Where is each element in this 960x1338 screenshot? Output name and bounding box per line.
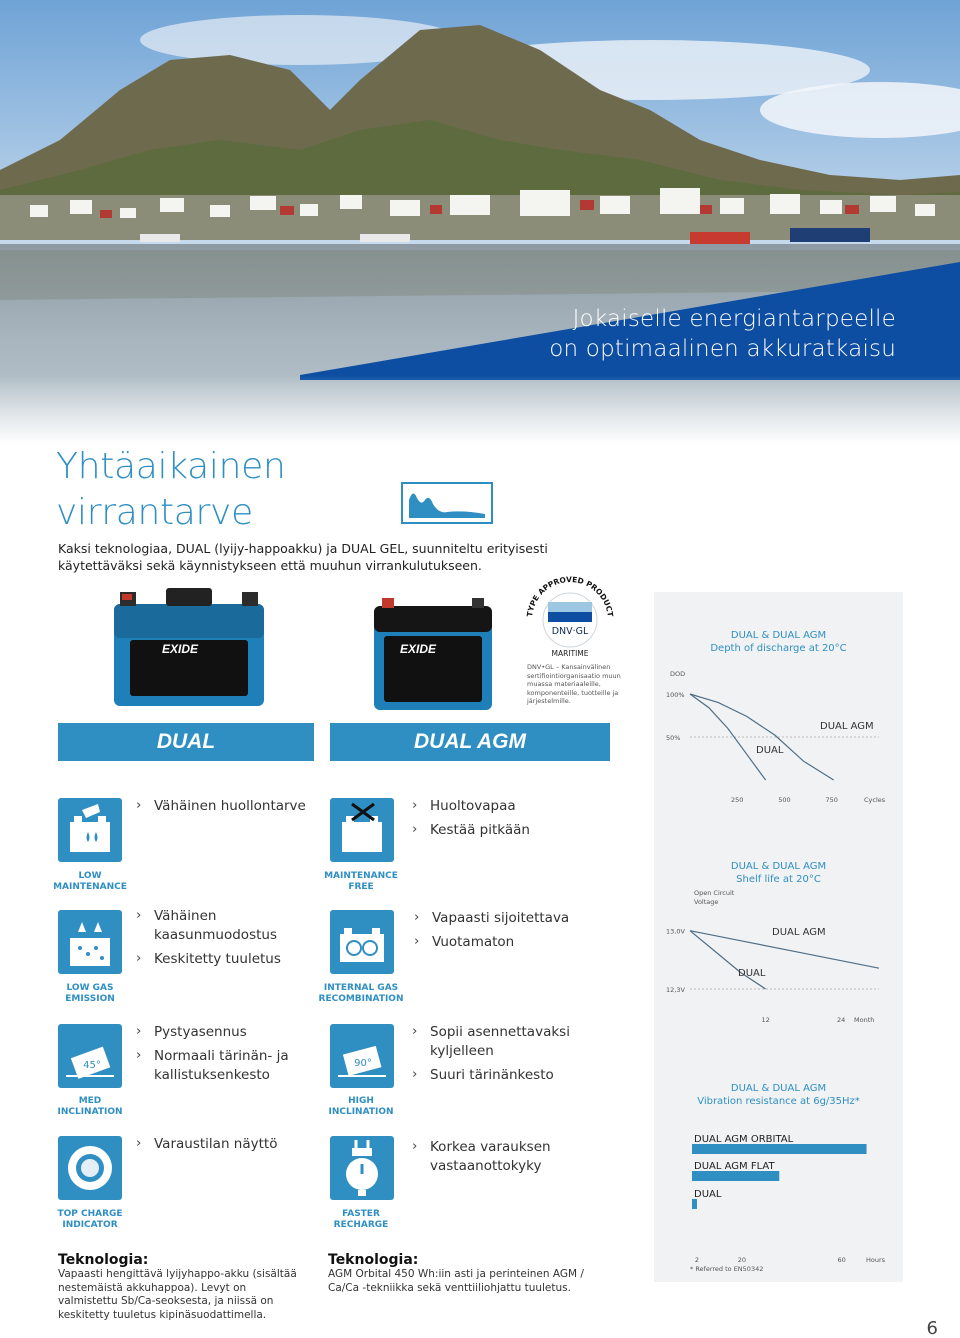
chart2-series-line bbox=[690, 931, 766, 989]
hero-photo bbox=[0, 0, 960, 445]
chart2-series-label: DUAL bbox=[738, 968, 766, 979]
caption-line: RECOMBINATION bbox=[318, 994, 404, 1004]
bullet-item: › Keskitetty tuuletus bbox=[136, 950, 306, 969]
section-title-line-1: Yhtäaikainen bbox=[56, 446, 286, 487]
harbour-landscape-image bbox=[0, 0, 960, 445]
caption-line: MAINTENANCE bbox=[53, 882, 127, 892]
dual-battery-image bbox=[110, 586, 268, 710]
caption-line: MAINTENANCE bbox=[324, 871, 398, 881]
caption-line: FREE bbox=[348, 882, 374, 892]
chart2-subtitle: Shelf life at 20°C bbox=[736, 874, 821, 885]
section-title-line-2: virrantarve bbox=[56, 492, 253, 533]
caption-line: LOW bbox=[78, 871, 102, 881]
hero-title bbox=[549, 304, 896, 364]
section-title bbox=[56, 444, 286, 536]
feature-caption-faster-recharge bbox=[311, 1209, 411, 1231]
tech-body: AGM Orbital 450 Wh:iin asti ja perinteinen AGM / Ca/Ca -tekniikka sekä venttiiliohjattu tuuletus. bbox=[328, 1268, 584, 1294]
chart3-title bbox=[654, 1082, 903, 1108]
agm-technology-block bbox=[328, 1252, 608, 1295]
feature-caption-med-inclination bbox=[40, 1096, 140, 1118]
chart3-xtick: 2 bbox=[694, 1256, 700, 1264]
chart2-xlabel: Month bbox=[854, 1016, 875, 1024]
hero-title-line-2: on optimaalinen akkuratkaisu bbox=[549, 336, 896, 362]
crossed-drop-battery-icon bbox=[330, 798, 394, 862]
feature-caption-top-charge bbox=[40, 1209, 140, 1231]
caption-line: INTERNAL GAS bbox=[323, 983, 399, 993]
bullet-item: › Vähäinen kaasunmuodostus bbox=[136, 907, 306, 945]
bullet-item: › Vuotamaton bbox=[414, 933, 614, 952]
badge-brand: DNV·GL bbox=[551, 626, 589, 637]
chart2-plot bbox=[654, 904, 903, 1034]
chart1-xtick: 500 bbox=[778, 796, 791, 804]
feature-bullets-low-gas-emission bbox=[136, 907, 306, 974]
gas-recombination-battery-icon bbox=[330, 910, 394, 974]
water-drop-battery-icon bbox=[58, 798, 122, 862]
feature-caption-maintenance-free bbox=[311, 871, 411, 893]
dual-technology-block bbox=[58, 1252, 303, 1322]
stopwatch-plug-icon bbox=[330, 1136, 394, 1200]
intro-text: Kaksi teknologiaa, DUAL (lyijy-happoakku) ja DUAL GEL, suunniteltu erityisesti käytettäväksi sekä käynnistykseen että muuhun virrankulutukseen. bbox=[58, 541, 548, 573]
bullet-item: › Varaustilan näyttö bbox=[136, 1135, 306, 1154]
feature-bullets-faster-recharge bbox=[412, 1138, 572, 1181]
chart2-series-label: DUAL AGM bbox=[772, 927, 826, 938]
caption-line: EMISSION bbox=[65, 994, 115, 1004]
chart3-category-label: DUAL bbox=[694, 1189, 722, 1200]
bullet-item: › Huoltovapaa bbox=[412, 797, 612, 816]
bullet-item: › Pystyasennus bbox=[136, 1023, 306, 1042]
caption-line: INCLINATION bbox=[328, 1107, 394, 1117]
feature-bullets-low-maintenance bbox=[136, 797, 316, 821]
feature-caption-low-maintenance bbox=[40, 871, 140, 893]
chart3-category-label: DUAL AGM ORBITAL bbox=[694, 1134, 794, 1145]
chart3-bar bbox=[692, 1199, 697, 1209]
chart3-category-label: DUAL AGM FLAT bbox=[694, 1161, 775, 1172]
dual-agm-battery-brand: EXIDE bbox=[400, 642, 437, 656]
chart-panel bbox=[654, 592, 903, 1282]
chart3-footnote: * Referred to EN50342 bbox=[690, 1265, 764, 1273]
chart3-bar bbox=[692, 1144, 867, 1154]
bullet-item: › Sopii asennettavaksi kyljelleen bbox=[412, 1023, 637, 1061]
badge-sub: MARITIME bbox=[551, 649, 589, 658]
bullet-item: › Kestää pitkään bbox=[412, 821, 612, 840]
bullet-item: › Normaali tärinän- ja kallistuksenkesto bbox=[136, 1047, 306, 1085]
caption-line: MED bbox=[78, 1096, 102, 1106]
chart2-ytick: 13,0V bbox=[666, 927, 685, 936]
bullet-item: › Vähäinen huollontarve bbox=[136, 797, 316, 816]
caption-line: LOW GAS bbox=[66, 983, 114, 993]
bullet-item: › Vapaasti sijoitettava bbox=[414, 909, 614, 928]
dual-agm-battery-image bbox=[372, 596, 494, 712]
caption-line: TOP CHARGE bbox=[57, 1209, 123, 1219]
chart1-title bbox=[654, 629, 903, 655]
feature-caption-low-gas-emission bbox=[40, 983, 140, 1005]
caption-line: INCLINATION bbox=[57, 1107, 123, 1117]
chart1-title-line: DUAL & DUAL AGM bbox=[730, 630, 827, 641]
chart2-xtick: 12 bbox=[761, 1016, 770, 1024]
caption-line: FASTER bbox=[342, 1209, 380, 1219]
tech-body: Vapaasti hengittävä lyijyhappo-akku (sisältää nestemäistä akkuhappoa). Levyt on valmistettu Sb/Ca-seoksesta, ja niissä on keskitetty tuuletus kipinäsuodattimella. bbox=[58, 1268, 297, 1321]
feature-bullets-maintenance-free bbox=[412, 797, 612, 845]
chart2-xtick: 24 bbox=[837, 1016, 846, 1024]
chart3-subtitle: Vibration resistance at 6g/35Hz* bbox=[697, 1096, 860, 1107]
chart3-plot bbox=[654, 1132, 903, 1267]
chart1-plot bbox=[654, 672, 903, 812]
dnv-gl-logo-icon bbox=[520, 572, 620, 662]
hero-title-line-1: Jokaiselle energiantarpeelle bbox=[572, 306, 896, 332]
chart2-ytick: 12,3V bbox=[666, 986, 685, 994]
chart2-ylabel: Open Circuit Voltage bbox=[694, 889, 735, 906]
dual-agm-label-bar: DUAL AGM bbox=[330, 723, 610, 761]
chart2-title bbox=[654, 860, 903, 886]
chart3-xlabel: Hours bbox=[866, 1256, 886, 1264]
angle-label: 45° bbox=[83, 1060, 101, 1071]
chart3-bar bbox=[692, 1171, 779, 1181]
caption-line: HIGH bbox=[348, 1096, 374, 1106]
chart1-xtick: 750 bbox=[825, 796, 838, 804]
page-number: 6 bbox=[926, 1318, 938, 1338]
incline-90-icon bbox=[330, 1024, 394, 1088]
chart1-ylabel: DOD bbox=[670, 670, 686, 678]
chart1-ytick: 100% bbox=[666, 691, 685, 699]
caption-line: INDICATOR bbox=[62, 1220, 118, 1230]
discharge-curve-icon bbox=[401, 482, 493, 524]
badge-arc-text: TYPE APPROVED PRODUCT bbox=[525, 574, 615, 618]
chart3-xtick: 20 bbox=[737, 1256, 747, 1264]
chart1-subtitle: Depth of discharge at 20°C bbox=[710, 643, 847, 654]
chart1-series-label: DUAL AGM bbox=[820, 721, 874, 732]
dnv-gl-caption: DNV•GL – Kansainvälinen sertifiointiorganisaatio muun muassa materiaaleille, komponenteille, tuotteille ja järjestelmille. bbox=[527, 663, 621, 705]
feature-caption-internal-gas bbox=[311, 983, 411, 1005]
chart3-xtick: 60 bbox=[837, 1256, 846, 1264]
feature-bullets-internal-gas bbox=[414, 909, 614, 957]
chart2-title-line: DUAL & DUAL AGM bbox=[730, 861, 827, 872]
angle-label: 90° bbox=[354, 1058, 372, 1069]
dnv-gl-badge bbox=[520, 572, 620, 662]
incline-45-icon bbox=[58, 1024, 122, 1088]
bullet-item: › Suuri tärinänkesto bbox=[412, 1066, 637, 1085]
feature-bullets-med-inclination bbox=[136, 1023, 306, 1090]
feature-bullets-top-charge bbox=[136, 1135, 306, 1159]
tech-heading: Teknologia: bbox=[328, 1252, 419, 1268]
feature-bullets-high-inclination bbox=[412, 1023, 637, 1090]
charge-indicator-icon bbox=[58, 1136, 122, 1200]
gas-arrows-battery-icon bbox=[58, 910, 122, 974]
chart1-series-label: DUAL bbox=[756, 745, 784, 756]
chart1-xtick: 250 bbox=[731, 796, 744, 804]
bullet-item: › Korkea varauksen vastaanottokyky bbox=[412, 1138, 572, 1176]
dual-battery-brand: EXIDE bbox=[162, 642, 199, 656]
dual-label-bar: DUAL bbox=[58, 723, 314, 761]
chart3-title-line: DUAL & DUAL AGM bbox=[730, 1083, 827, 1094]
chart1-xlabel: Cycles bbox=[864, 796, 886, 804]
caption-line: RECHARGE bbox=[333, 1220, 389, 1230]
feature-caption-high-inclination bbox=[311, 1096, 411, 1118]
chart1-ytick: 50% bbox=[666, 734, 681, 742]
tech-heading: Teknologia: bbox=[58, 1252, 149, 1268]
